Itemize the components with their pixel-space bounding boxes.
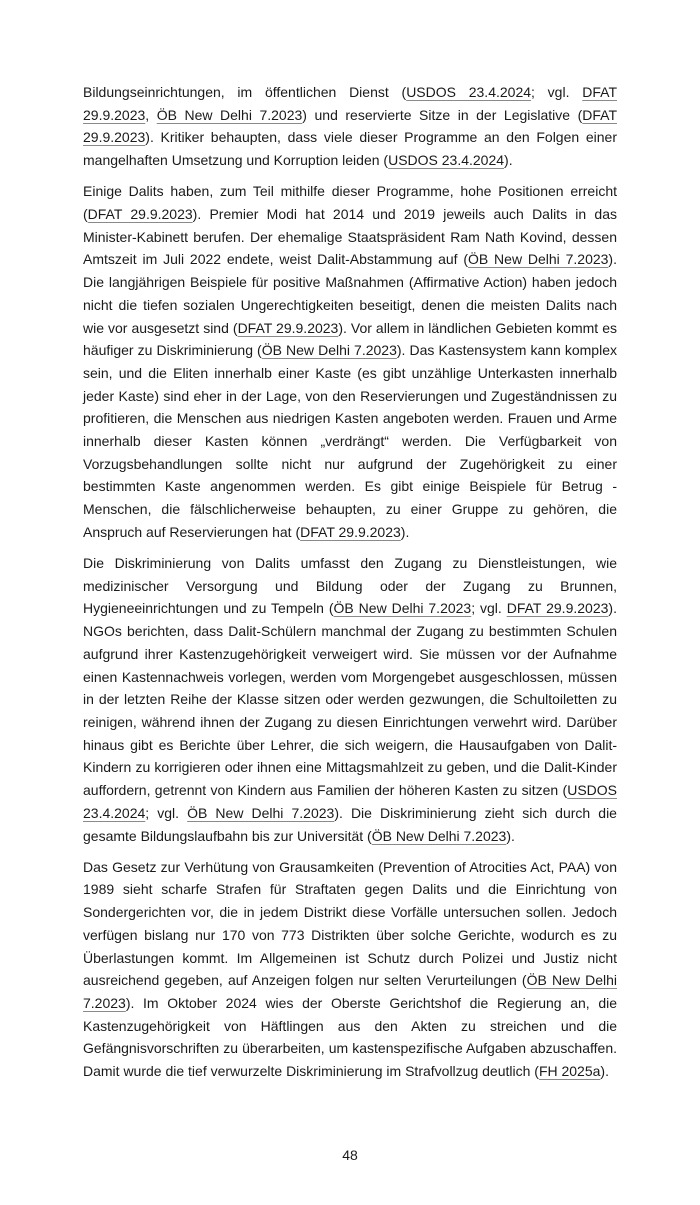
citation-link[interactable]: FH 2025a [538,1063,601,1080]
page-number: 48 [342,1146,358,1163]
citation-link[interactable]: USDOS 23.4.2024 [388,152,505,169]
paragraph-text: ). [600,1063,609,1080]
citation-link[interactable]: ÖB New Delhi 7.2023 [333,600,472,617]
paragraph-text: Einige Dalits haben, zum Teil mithilfe dieser Programme, hohe Positionen erreicht ( [83,183,617,223]
paragraph-text: ). [504,152,513,169]
paragraph-text: ). Im Oktober 2024 wies der Oberste Gerichtshof die Regierung an, die Kastenzugehörigkeit von Häftlingen aus den Akten zu streichen und die Gefängnisvorschriften zu überarbeiten, um kastenspezifische Aufgaben abzuschaffen. Damit wurde die tief verwurzelte Diskriminierung im Strafvollzug deutlich ( [83,994,617,1080]
paragraph-text: ; vgl. [145,804,188,821]
paragraph-text: ). Kritiker behaupten, dass viele dieser Programme an den Folgen einer mangelhaften Umsetzung und Korruption leiden ( [83,129,617,169]
document-body [83,81,617,1083]
paragraph-text: Das Gesetz zur Verhütung von Grausamkeiten (Prevention of Atrocities Act, PAA) von 1989 sieht scharfe Strafen für Straftaten gegen Dalits und die Einrichtung von Sondergerichten vor, die in jedem Distrikt diese Vorfälle untersuchen sollen. Jedoch verfügen bislang nur 170 von 773 Distrikten über solche Gerichte, wodurch es zu Überlastungen kommt. Im Allgemeinen ist Schutz durch Polizei und Justiz nicht ausreichend gegeben, auf Anzeigen folgen nur selten Verurteilungen ( [83,858,617,989]
paragraph-text: Bildungseinrichtungen, im öffentlichen Dienst ( [83,84,407,100]
citation-link[interactable]: DFAT 29.9.2023 [506,600,609,617]
paragraph-text: ). Vor allem in ländlichen Gebieten kommt es häufiger zu Diskriminierung ( [83,319,617,359]
paragraph-text: ; vgl. [531,84,583,100]
paragraph-text: ) und reservierte Sitze in der Legislative ( [302,106,583,123]
paragraph-text: ). NGOs berichten, dass Dalit-Schülern manchmal der Zugang zu bestimmten Schulen aufgrund ihrer Kastenzugehörigkeit verweigert wird. Sie müssen vor der Aufnahme einen Kastennachweis vorlegen, werden vom Morgengebet ausgeschlossen, müssen in der letzten Reihe der Klasse sitzen oder werden gezwungen, die Schultoiletten zu reinigen, während ihnen der Zugang zu diesen Einrichtungen verwehrt wird. Darüber hinaus gibt es Berichte über Lehrer, die sich weigern, die Hausaufgaben von Dalit-Kindern zu korrigieren oder ihnen eine Mittagsmahlzeit zu geben, und die Dalit-Kinder auffordern, getrennt von Kindern aus Familien der höheren Kasten zu sitzen ( [83,600,617,799]
paragraph-text: , [145,106,157,123]
paragraph-text: ). [506,827,515,844]
citation-link[interactable]: ÖB New Delhi 7.2023 [261,342,397,359]
paragraph-text: ). Die Diskriminierung zieht sich durch die gesamte Bildungslaufbahn bis zur Universität ( [83,804,617,844]
citation-link[interactable]: DFAT 29.9.2023 [83,84,617,123]
citation-link[interactable]: DFAT 29.9.2023 [87,206,193,223]
paragraph-text: Die Diskriminierung von Dalits umfasst den Zugang zu Dienstleistungen, wie medizinischer Versorgung und Bildung oder der Zugang zu Brunnen, Hygieneeinrichtungen und zu Tempeln ( [83,555,617,617]
paragraph-text: ). Die langjährigen Beispiele für positive Maßnahmen (Affirmative Action) haben jedoch nicht die tiefen sozialen Ungerechtigkeiten beseitigt, denen die meisten Dalits nach wie vor ausgesetzt sind ( [83,251,617,336]
citation-link[interactable]: USDOS 23.4.2024 [83,782,617,821]
paragraph [83,81,617,172]
paragraph-text: ). [400,523,410,540]
paragraph [83,180,617,543]
citation-link[interactable]: ÖB New Delhi 7.2023 [156,106,303,123]
paragraph-text: ). Premier Modi hat 2014 und 2019 jeweils auch Dalits in das Minister-Kabinett berufen. Der ehemalige Staatspräsident Ram Nath Kovind, dessen Amtszeit im Juli 2022 endete, weist Dalit-Abstammung auf ( [83,206,617,268]
citation-link[interactable]: USDOS 23.4.2024 [406,84,532,100]
citation-link[interactable]: ÖB New Delhi 7.2023 [371,827,507,844]
citation-link[interactable]: DFAT 29.9.2023 [83,106,617,146]
citation-link[interactable]: DFAT 29.9.2023 [300,523,401,540]
paragraph-text: ). Das Kastensystem kann komplex sein, und die Eliten innerhalb einer Kaste (es gibt unzählige Unterkasten innerhalb jeder Kaste) sind eher in der Lage, von den Reservierungen und Zugeständnissen zu profitieren, die Menschen aus niedrigen Kasten angeboten werden. Frauen und Arme innerhalb dieser Kasten können „verdrängt“ werden. Die Verfügbarkeit von Vorzugsbehandlungen sollte nicht nur aufgrund der Zugehörigkeit zu einer bestimmten Kaste angenommen werden. Es gibt einige Beispiele für Betrug - Menschen, die fälschlicherweise behaupten, zu einer Gruppe zu gehören, die Anspruch auf Reservierungen hat ( [83,342,617,540]
paragraph [83,856,617,1083]
citation-link[interactable]: ÖB New Delhi 7.2023 [468,251,609,268]
citation-link[interactable]: DFAT 29.9.2023 [237,319,339,336]
paragraph [83,552,617,847]
citation-link[interactable]: ÖB New Delhi 7.2023 [187,804,335,821]
paragraph-text: ; vgl. [471,600,507,617]
citation-link[interactable]: ÖB New Delhi 7.2023 [83,972,618,1011]
